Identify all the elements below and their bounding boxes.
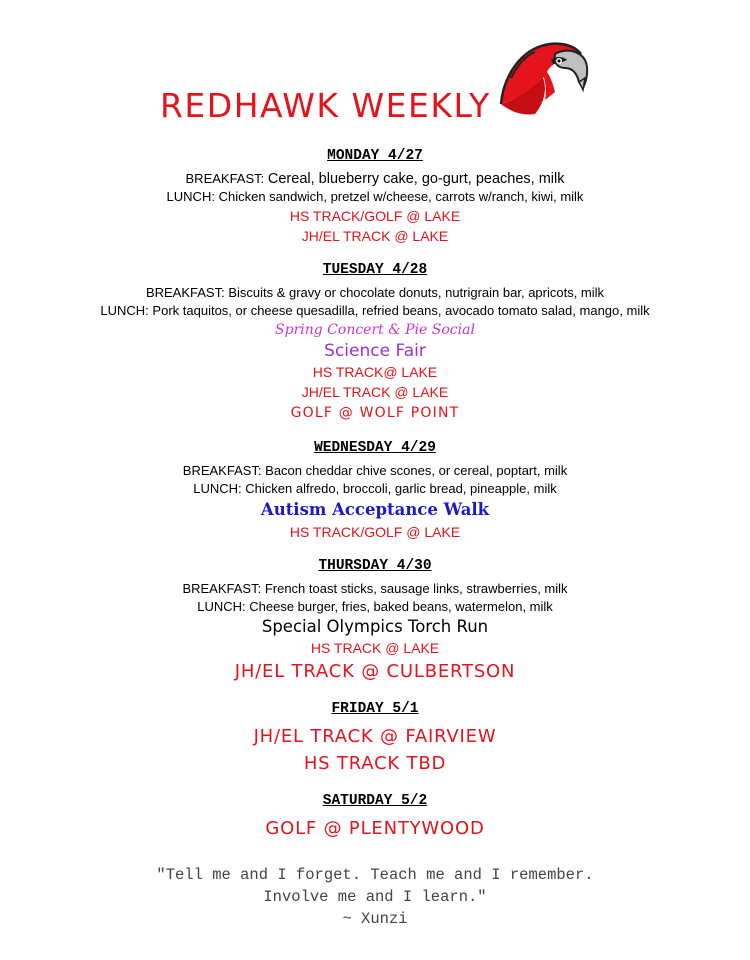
newsletter-title: REDHAWK WEEKLY xyxy=(160,86,491,125)
lunch-items: Cheese burger, fries, baked beans, watermelon, milk xyxy=(249,599,553,614)
day-tuesday xyxy=(0,260,750,424)
event-item: JH/EL TRACK @ CULBERTSON xyxy=(234,661,516,682)
breakfast-items: Biscuits & gravy or chocolate donuts, nutrigrain bar, apricots, milk xyxy=(228,285,605,300)
redhawk-head-icon xyxy=(495,40,591,120)
closing-quote xyxy=(0,864,750,930)
breakfast-label: BREAKFAST: xyxy=(182,463,262,478)
lunch-menu xyxy=(0,302,750,320)
event-item: JH/EL TRACK @ LAKE xyxy=(301,384,449,400)
breakfast-label: BREAKFAST: xyxy=(182,581,262,596)
event-item: GOLF @ WOLF POINT xyxy=(290,405,460,421)
day-monday xyxy=(0,146,750,246)
day-friday xyxy=(0,699,750,777)
masthead xyxy=(0,40,750,130)
event-item: HS TRACK TBD xyxy=(303,753,447,774)
lunch-menu xyxy=(0,188,750,206)
lunch-label: LUNCH: xyxy=(100,303,149,318)
lunch-label: LUNCH: xyxy=(193,481,242,496)
lunch-items: Chicken alfredo, broccoli, garlic bread, pineapple, milk xyxy=(245,481,557,496)
lunch-items: Chicken sandwich, pretzel w/cheese, carrots w/ranch, kiwi, milk xyxy=(218,189,584,204)
event-item: Autism Acceptance Walk xyxy=(260,500,490,519)
event-item: Spring Concert & Pie Social xyxy=(275,322,475,338)
day-thursday xyxy=(0,556,750,685)
event-item: Special Olympics Torch Run xyxy=(261,617,489,636)
quote-line: "Tell me and I forget. Teach me and I remember. xyxy=(156,866,594,884)
lunch-menu xyxy=(0,480,750,498)
day-heading: SATURDAY 5/2 xyxy=(322,793,428,809)
weekly-schedule xyxy=(0,146,750,930)
event-item: GOLF @ PLENTYWOOD xyxy=(265,818,485,839)
day-saturday xyxy=(0,791,750,842)
lunch-items: Pork taquitos, or cheese quesadilla, refried beans, avocado tomato salad, mango, milk xyxy=(152,303,650,318)
breakfast-items: French toast sticks, sausage links, strawberries, milk xyxy=(264,581,568,596)
day-heading: THURSDAY 4/30 xyxy=(318,558,432,574)
event-item: HS TRACK/GOLF @ LAKE xyxy=(289,208,461,224)
quote-author: ~ Xunzi xyxy=(342,910,408,928)
breakfast-menu xyxy=(0,580,750,598)
lunch-label: LUNCH: xyxy=(197,599,246,614)
day-wednesday xyxy=(0,438,750,542)
event-item: JH/EL TRACK @ LAKE xyxy=(301,228,449,244)
event-item: HS TRACK@ LAKE xyxy=(312,364,438,380)
event-item: HS TRACK @ LAKE xyxy=(310,640,440,656)
day-heading: MONDAY 4/27 xyxy=(327,148,423,164)
breakfast-label: BREAKFAST: xyxy=(145,285,225,300)
breakfast-label: BREAKFAST: xyxy=(185,171,265,186)
breakfast-items: Bacon cheddar chive scones, or cereal, poptart, milk xyxy=(265,463,568,478)
lunch-label: LUNCH: xyxy=(166,189,215,204)
day-heading: FRIDAY 5/1 xyxy=(331,701,419,717)
breakfast-menu xyxy=(0,170,750,188)
breakfast-menu xyxy=(0,284,750,302)
lunch-menu xyxy=(0,598,750,616)
event-item: JH/EL TRACK @ FAIRVIEW xyxy=(253,726,497,747)
event-item: Science Fair xyxy=(324,341,426,361)
day-heading: WEDNESDAY 4/29 xyxy=(314,440,436,456)
breakfast-menu xyxy=(0,462,750,480)
quote-line: Involve me and I learn." xyxy=(263,888,487,906)
day-heading: TUESDAY 4/28 xyxy=(322,262,428,278)
event-item: HS TRACK/GOLF @ LAKE xyxy=(289,524,461,540)
breakfast-items: Cereal, blueberry cake, go-gurt, peaches, milk xyxy=(267,171,565,187)
